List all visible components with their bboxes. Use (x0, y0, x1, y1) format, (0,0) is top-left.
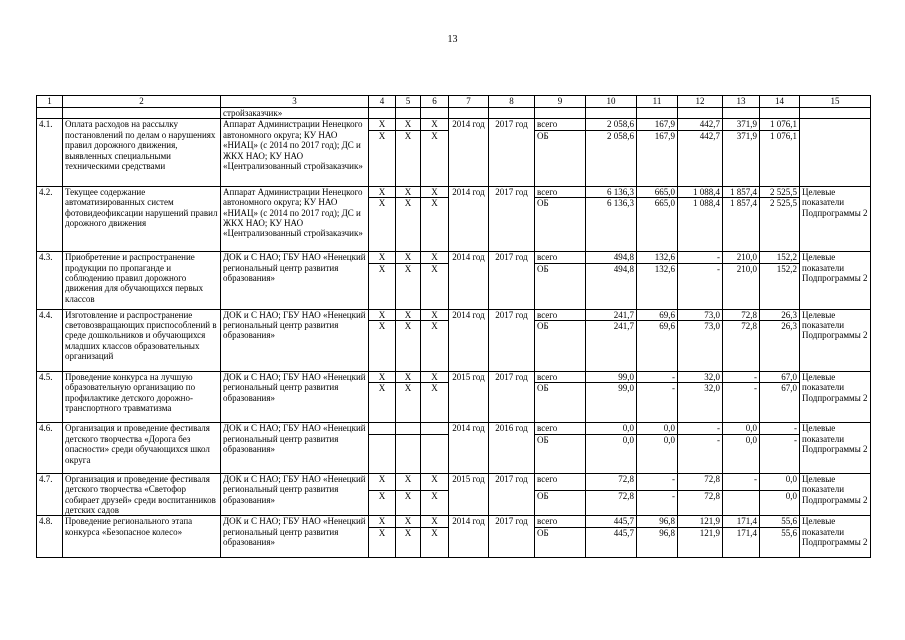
amount-cell: 72,8 (586, 473, 637, 491)
amount-cell: 1 088,4 (678, 186, 723, 197)
amount-cell: 121,9 (678, 516, 723, 527)
table-row (37, 423, 871, 434)
start-year: 2014 год (449, 423, 489, 473)
mark-cell: Х (369, 130, 396, 186)
mark-cell: Х (369, 527, 396, 557)
mark-cell: Х (396, 473, 421, 491)
mark-cell: Х (396, 321, 421, 372)
mark-cell: Х (396, 130, 421, 186)
amount-cell: 2 058,6 (586, 130, 637, 186)
continuation-row (37, 108, 871, 119)
responsible-executor: ДОК и С НАО; ГБУ НАО «Ненецкий региональный центр развития образования» (221, 309, 369, 371)
amount-cell: - (678, 263, 723, 309)
mark-cell: Х (396, 372, 421, 383)
amount-cell: - (723, 372, 760, 383)
column-number: 7 (449, 96, 489, 108)
mark-cell: Х (369, 309, 396, 320)
column-number: 15 (800, 96, 871, 108)
mark-cell: Х (369, 491, 396, 516)
mark-cell: Х (396, 186, 421, 197)
amount-cell: 0,0 (637, 423, 678, 434)
amount-cell: - (637, 473, 678, 491)
end-year: 2017 год (489, 186, 535, 251)
amount-cell: 665,0 (637, 198, 678, 252)
amount-cell: 167,9 (637, 119, 678, 130)
amount-cell: 0,0 (586, 423, 637, 434)
mark-cell: Х (369, 119, 396, 130)
column-number: 3 (221, 96, 369, 108)
amount-cell: - (723, 473, 760, 491)
mark-cell: Х (421, 491, 449, 516)
amount-cell: 494,8 (586, 263, 637, 309)
mark-cell: Х (421, 252, 449, 263)
amount-cell: 72,8 (723, 321, 760, 372)
mark-cell: Х (369, 252, 396, 263)
amount-cell: 6 136,3 (586, 186, 637, 197)
amount-cell: 1 857,4 (723, 186, 760, 197)
amount-cell: 73,0 (678, 321, 723, 372)
column-number: 11 (637, 96, 678, 108)
mark-cell: Х (421, 516, 449, 527)
amount-cell: 210,0 (723, 252, 760, 263)
amount-cell: 0,0 (586, 434, 637, 473)
column-number: 4 (369, 96, 396, 108)
row-number: 4.3. (37, 252, 63, 309)
amount-cell: 0,0 (760, 491, 800, 516)
start-year: 2015 год (449, 473, 489, 516)
column-number: 8 (489, 96, 535, 108)
amount-cell: 152,2 (760, 252, 800, 263)
amount-cell: 0,0 (760, 473, 800, 491)
funding-source: ОБ (535, 491, 586, 516)
row-number: 4.5. (37, 372, 63, 423)
amount-cell: 69,6 (637, 309, 678, 320)
amount-cell: - (637, 491, 678, 516)
row-number: 4.8. (37, 516, 63, 557)
end-year: 2017 год (489, 516, 535, 557)
mark-cell: Х (396, 198, 421, 252)
mark-cell: Х (421, 372, 449, 383)
target-indicators-note: Целевые показатели Подпрограммы 2 (800, 252, 871, 309)
responsible-executor: Аппарат Администрации Ненецкого автономного округа; КУ НАО «НИАЦ» (с 2014 по 2017 год); ДС и ЖКХ НАО; КУ НАО «Централизованный стройзаказчик» (221, 186, 369, 251)
table-row (37, 186, 871, 197)
mark-cell: Х (369, 516, 396, 527)
amount-cell: 167,9 (637, 130, 678, 186)
target-indicators-note: Целевые показатели Подпрограммы 2 (800, 473, 871, 516)
column-number: 12 (678, 96, 723, 108)
table-row (37, 516, 871, 527)
amount-cell: 445,7 (586, 516, 637, 527)
amount-cell: 72,8 (586, 491, 637, 516)
funding-source: всего (535, 309, 586, 320)
end-year: 2017 год (489, 309, 535, 371)
row-number: 4.2. (37, 186, 63, 251)
funding-source: всего (535, 119, 586, 130)
amount-cell: 67,0 (760, 372, 800, 383)
column-number-row (37, 96, 871, 108)
amount-cell: - (760, 434, 800, 473)
mark-cell: Х (369, 473, 396, 491)
amount-cell: 26,3 (760, 309, 800, 320)
amount-cell: 494,8 (586, 252, 637, 263)
column-number: 9 (535, 96, 586, 108)
amount-cell: 445,7 (586, 527, 637, 557)
mark-cell: Х (421, 130, 449, 186)
mark-cell (396, 434, 421, 473)
target-indicators-note (800, 119, 871, 186)
amount-cell: 2 525,5 (760, 186, 800, 197)
responsible-executor: ДОК и С НАО; ГБУ НАО «Ненецкий региональный центр развития образования» (221, 473, 369, 516)
amount-cell: - (637, 383, 678, 423)
responsible-executor: ДОК и С НАО; ГБУ НАО «Ненецкий региональный центр развития образования» (221, 252, 369, 309)
mark-cell: Х (369, 372, 396, 383)
mark-cell: Х (421, 263, 449, 309)
amount-cell: - (723, 383, 760, 423)
responsible-executor: ДОК и С НАО; ГБУ НАО «Ненецкий региональный центр развития образования» (221, 516, 369, 557)
amount-cell: 442,7 (678, 130, 723, 186)
mark-cell: Х (421, 321, 449, 372)
table-row (37, 309, 871, 320)
end-year: 2017 год (489, 252, 535, 309)
amount-cell: 32,0 (678, 383, 723, 423)
mark-cell (421, 434, 449, 473)
mark-cell: Х (396, 263, 421, 309)
amount-cell: 6 136,3 (586, 198, 637, 252)
amount-cell: 241,7 (586, 309, 637, 320)
table-body (37, 108, 871, 558)
amount-cell: 67,0 (760, 383, 800, 423)
amount-cell: 55,6 (760, 516, 800, 527)
amount-cell: - (637, 372, 678, 383)
mark-cell (396, 423, 421, 434)
funding-source: ОБ (535, 383, 586, 423)
amount-cell: 132,6 (637, 252, 678, 263)
amount-cell: 96,8 (637, 527, 678, 557)
amount-cell: 99,0 (586, 383, 637, 423)
activity-description: Текущее содержание автоматизированных систем фотовидеофиксации нарушений правил дорожного движения (63, 186, 221, 251)
mark-cell: Х (396, 252, 421, 263)
activity-description: Приобретение и распространение продукции по пропаганде и соблюдению правил дорожного движения для обучающихся первых классов (63, 252, 221, 309)
amount-cell (723, 491, 760, 516)
mark-cell: Х (421, 186, 449, 197)
amount-cell: 32,0 (678, 372, 723, 383)
amount-cell: 1 076,1 (760, 119, 800, 130)
amount-cell: 132,6 (637, 263, 678, 309)
start-year: 2014 год (449, 516, 489, 557)
funding-source: ОБ (535, 263, 586, 309)
target-indicators-note: Целевые показатели Подпрограммы 2 (800, 516, 871, 557)
funding-source: ОБ (535, 130, 586, 186)
start-year: 2014 год (449, 119, 489, 186)
column-number: 14 (760, 96, 800, 108)
column-number: 10 (586, 96, 637, 108)
row-number: 4.6. (37, 423, 63, 473)
mark-cell (369, 434, 396, 473)
amount-cell: 371,9 (723, 130, 760, 186)
page-number: 13 (447, 34, 458, 45)
responsible-executor: ДОК и С НАО; ГБУ НАО «Ненецкий региональный центр развития образования» (221, 423, 369, 473)
responsible-executor: Аппарат Администрации Ненецкого автономного округа; КУ НАО «НИАЦ» (с 2014 по 2017 год); ДС и ЖКХ НАО; КУ НАО «Централизованный стройзаказчик» (221, 119, 369, 186)
column-number: 6 (421, 96, 449, 108)
amount-cell: 2 525,5 (760, 198, 800, 252)
start-year: 2014 год (449, 309, 489, 371)
amount-cell: 1 857,4 (723, 198, 760, 252)
mark-cell: Х (421, 119, 449, 130)
target-indicators-note: Целевые показатели Подпрограммы 2 (800, 309, 871, 371)
mark-cell: Х (369, 186, 396, 197)
target-indicators-note: Целевые показатели Подпрограммы 2 (800, 186, 871, 251)
amount-cell: 72,8 (678, 473, 723, 491)
activity-description: Оплата расходов на рассылку постановлений по делам о нарушениях правил дорожного движения, выявленных специальными техническими средствами (63, 119, 221, 186)
amount-cell: 0,0 (723, 434, 760, 473)
amount-cell: 26,3 (760, 321, 800, 372)
mark-cell: Х (421, 527, 449, 557)
amount-cell: - (760, 423, 800, 434)
amount-cell: - (678, 252, 723, 263)
target-indicators-note: Целевые показатели Подпрограммы 2 (800, 372, 871, 423)
target-indicators-note: Целевые показатели Подпрограммы 2 (800, 423, 871, 473)
amount-cell: 72,8 (678, 491, 723, 516)
column-number: 2 (63, 96, 221, 108)
table-row (37, 473, 871, 491)
end-year: 2016 год (489, 423, 535, 473)
funding-source: всего (535, 252, 586, 263)
end-year: 2017 год (489, 119, 535, 186)
column-number: 5 (396, 96, 421, 108)
mark-cell: Х (369, 263, 396, 309)
funding-source: ОБ (535, 321, 586, 372)
responsible-executor: ДОК и С НАО; ГБУ НАО «Ненецкий региональный центр развития образования» (221, 372, 369, 423)
amount-cell: 665,0 (637, 186, 678, 197)
amount-cell: 152,2 (760, 263, 800, 309)
mark-cell: Х (396, 383, 421, 423)
column-number: 13 (723, 96, 760, 108)
mark-cell: Х (369, 383, 396, 423)
amount-cell: 2 058,6 (586, 119, 637, 130)
activity-description: Организация и проведение фестиваля детского творчества «Светофор собирает друзей» среди воспитанников детских садов (63, 473, 221, 516)
amount-cell: 72,8 (723, 309, 760, 320)
amount-cell: - (678, 423, 723, 434)
amount-cell: 99,0 (586, 372, 637, 383)
amount-cell: 0,0 (637, 434, 678, 473)
funding-source: всего (535, 516, 586, 527)
amount-cell: 121,9 (678, 527, 723, 557)
activity-description: Проведение регионального этапа конкурса «Безопасное колесо» (63, 516, 221, 557)
table-row (37, 252, 871, 263)
table-row (37, 119, 871, 130)
amount-cell: 210,0 (723, 263, 760, 309)
amount-cell: 1 076,1 (760, 130, 800, 186)
mark-cell: Х (396, 491, 421, 516)
amount-cell: 0,0 (723, 423, 760, 434)
amount-cell: - (678, 434, 723, 473)
start-year: 2014 год (449, 252, 489, 309)
mark-cell: Х (421, 309, 449, 320)
activity-description: Проведение конкурса на лучшую образовательную организацию по профилактике детского дорожно-транспортного травматизма (63, 372, 221, 423)
column-number: 1 (37, 96, 63, 108)
funding-source: всего (535, 186, 586, 197)
mark-cell (369, 423, 396, 434)
mark-cell: Х (396, 516, 421, 527)
mark-cell: Х (369, 198, 396, 252)
start-year: 2015 год (449, 372, 489, 423)
funding-source: всего (535, 423, 586, 434)
amount-cell: 171,4 (723, 516, 760, 527)
amount-cell: 241,7 (586, 321, 637, 372)
continuation-text: стройзаказчик» (221, 108, 369, 119)
amount-cell: 55,6 (760, 527, 800, 557)
mark-cell: Х (369, 321, 396, 372)
mark-cell: Х (421, 473, 449, 491)
funding-source: всего (535, 372, 586, 383)
amount-cell: 371,9 (723, 119, 760, 130)
amount-cell: 171,4 (723, 527, 760, 557)
amount-cell: 1 088,4 (678, 198, 723, 252)
mark-cell: Х (421, 198, 449, 252)
row-number: 4.7. (37, 473, 63, 516)
funding-source: ОБ (535, 434, 586, 473)
activity-description: Организация и проведение фестиваля детского творчества «Дорога без опасности» среди обучающихся школ округа (63, 423, 221, 473)
amount-cell: 73,0 (678, 309, 723, 320)
amount-cell: 69,6 (637, 321, 678, 372)
funding-source: ОБ (535, 527, 586, 557)
funding-source: ОБ (535, 198, 586, 252)
activity-description: Изготовление и распространение световозвращающих приспособлений в среде дошкольников и обучающихся младших классов образовательных организаций (63, 309, 221, 371)
mark-cell: Х (396, 309, 421, 320)
amount-cell: 442,7 (678, 119, 723, 130)
end-year: 2017 год (489, 372, 535, 423)
amount-cell: 96,8 (637, 516, 678, 527)
row-number: 4.4. (37, 309, 63, 371)
mark-cell (421, 423, 449, 434)
end-year: 2017 год (489, 473, 535, 516)
mark-cell: Х (396, 527, 421, 557)
row-number: 4.1. (37, 119, 63, 186)
program-activities-table (36, 95, 871, 558)
start-year: 2014 год (449, 186, 489, 251)
mark-cell: Х (421, 383, 449, 423)
mark-cell: Х (396, 119, 421, 130)
table-row (37, 372, 871, 383)
funding-source: всего (535, 473, 586, 491)
